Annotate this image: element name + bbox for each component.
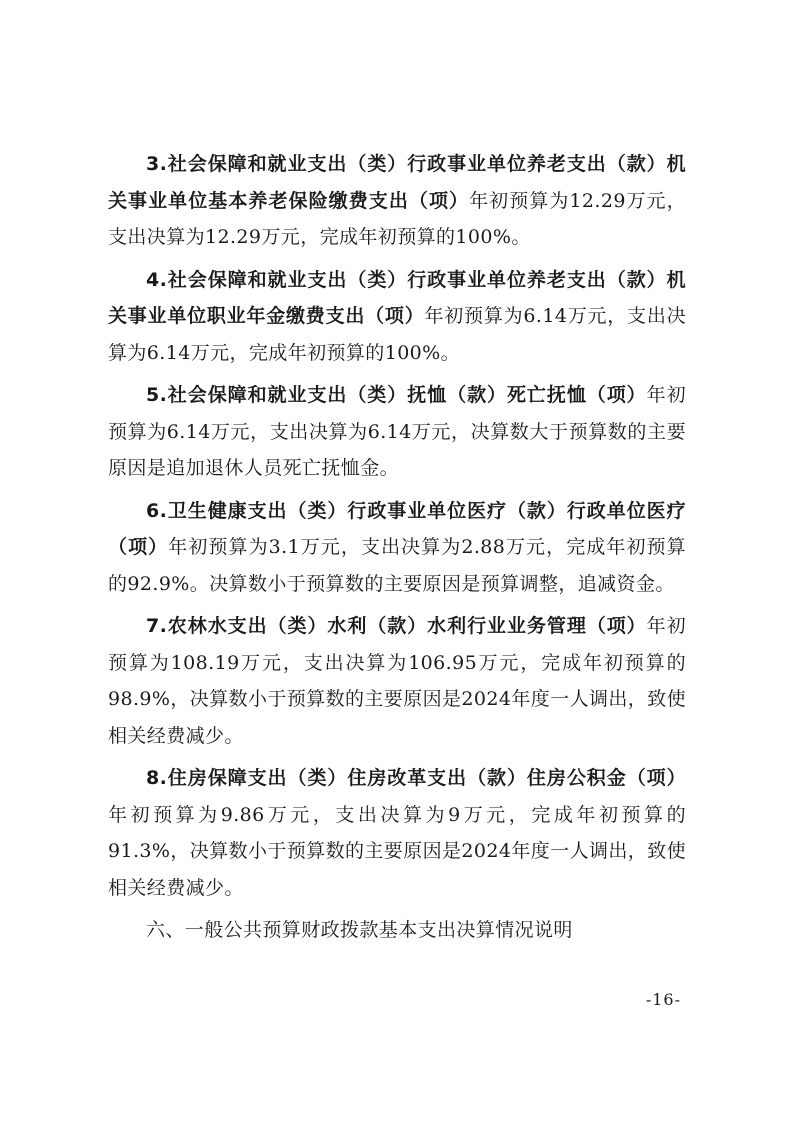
- paragraph-item-5: [108, 377, 686, 487]
- paragraph-item-4-text: 年初预算为6.14万元，支出决算为6.14万元，完成年初预算的100%。: [108, 305, 686, 364]
- paragraph-item-6: [108, 493, 686, 603]
- paragraph-item-5-heading: 5.社会保障和就业支出（类）抚恤（款）死亡抚恤（项）: [146, 384, 647, 406]
- paragraph-item-7-heading: 7.农林水支出（类）水利（款）水利行业业务管理（项）: [146, 615, 647, 637]
- paragraph-item-3: [108, 146, 686, 256]
- document-body: [108, 146, 686, 949]
- paragraph-item-6-heading: 6.卫生健康支出（类）行政事业单位医疗（款）行政单位医疗（项）: [108, 499, 686, 558]
- paragraph-item-4-heading: 4.社会保障和就业支出（类）行政事业单位养老支出（款）机关事业单位职业年金缴费支出（项）: [108, 268, 686, 327]
- paragraph-item-4: [108, 262, 686, 372]
- paragraph-item-6-text: 年初预算为3.1万元，支出决算为2.88万元，完成年初预算的92.9%。决算数小于预算数的主要原因是预算调整，追减资金。: [108, 536, 687, 595]
- paragraph-item-5-text: 年初预算为6.14万元，支出决算为6.14万元，决算数大于预算数的主要原因是追加退休人员死亡抚恤金。: [108, 384, 686, 479]
- section-heading: 六、一般公共预算财政拨款基本支出决算情况说明: [146, 919, 573, 941]
- paragraph-item-3-text: 年初预算为12.29万元，支出决算为12.29万元，完成年初预算的100%。: [108, 189, 687, 248]
- paragraph-item-7: [108, 608, 686, 754]
- paragraph-item-7-text: 年初预算为108.19万元，支出决算为106.95万元，完成年初预算的98.9%，决算数小于预算数的主要原因是2024年度一人调出，致使相关经费减少。: [108, 615, 686, 747]
- paragraph-item-8-heading: 8.住房保障支出（类）住房改革支出（款）住房公积金（项）: [146, 767, 686, 789]
- page-number: -16-: [645, 990, 681, 1009]
- paragraph-item-8: [108, 760, 686, 906]
- paragraph-item-3-heading: 3.社会保障和就业支出（类）行政事业单位养老支出（款）机关事业单位基本养老保险缴费支出（项）: [108, 153, 686, 212]
- paragraph-item-8-text: 年初预算为9.86万元，支出决算为9万元，完成年初预算的91.3%，决算数小于预算数的主要原因是2024年度一人调出，致使相关经费减少。: [108, 803, 686, 899]
